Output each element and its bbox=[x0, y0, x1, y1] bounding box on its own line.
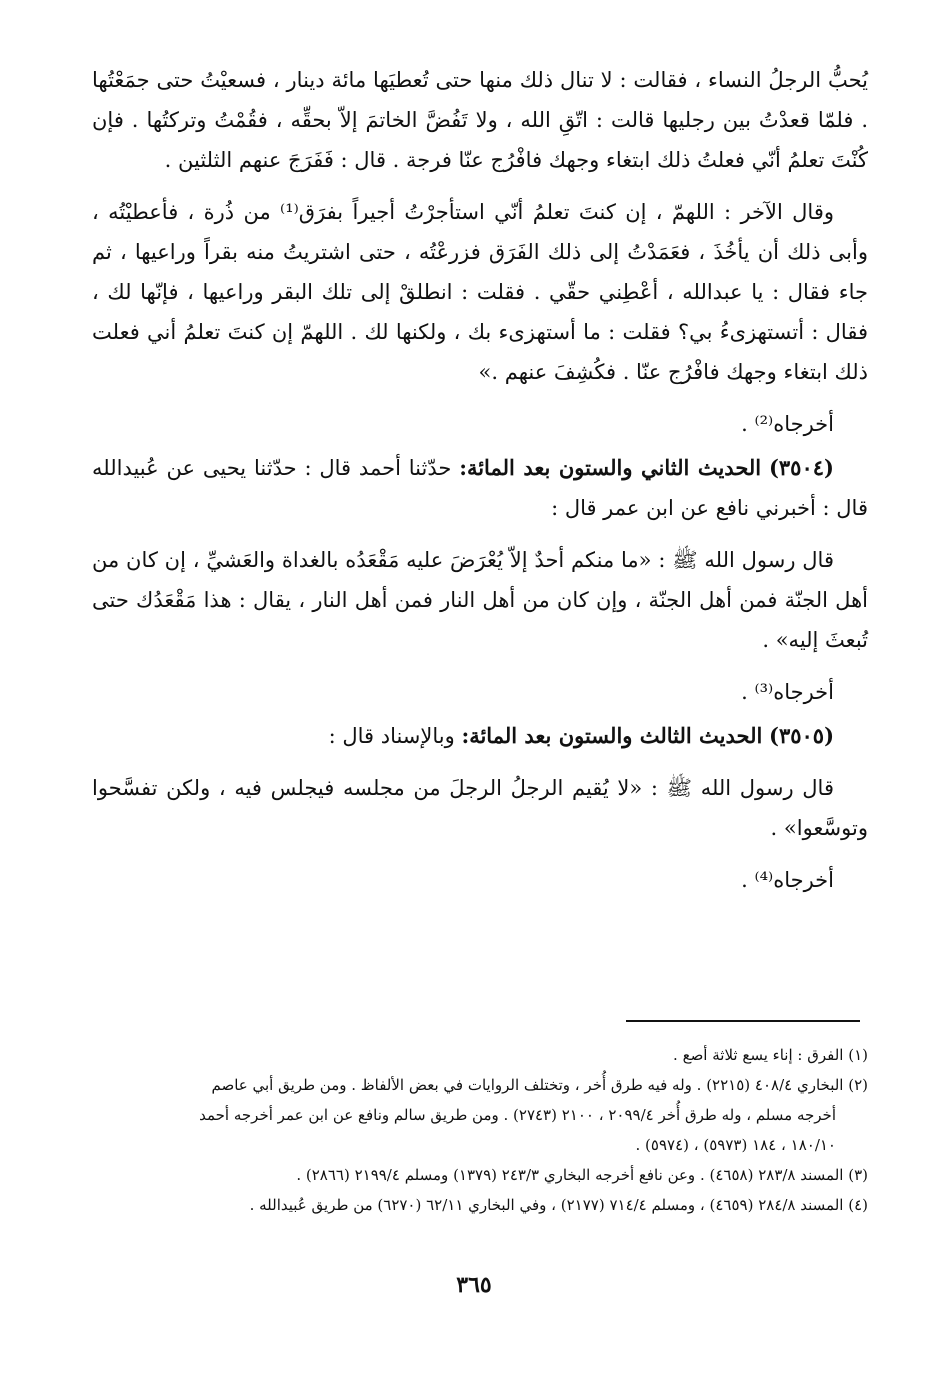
page-number: ٣٦٥ bbox=[456, 1272, 492, 1298]
takhrij-line: أخرجاه⁽³⁾ . bbox=[741, 680, 834, 704]
hadith-isnad: حدّثنا أحمد قال : حدّثنا يحيى عن عُبيدالله قال : أخبرني نافع عن ابن عمر قال : bbox=[92, 456, 868, 520]
paragraph-continuation: يُحبُّ الرجلُ النساء ، فقالت : لا تنال ذلك منها حتى تُعطيَها مائة دينار ، فسعيْتُ حتى جمَعْتُها . فلمّا قعدْتُ بين رجليها قالت : اتّقِ الله ، ولا تَفُضَّ الخاتمَ إلاّ بحقِّه ، فقُمْتُ وتركتُها . فإن كُنْتَ تعلمُ أنّي فعلتُ ذلك ابتغاء وجهك فافْرُج عنّا فرجة . قال : فَفَرَجَ عنهم الثلثين . bbox=[92, 68, 868, 172]
footnote-2-continuation: ١٨٠/١٠ ، ١٨٤ (٥٩٧٣) ، (٥٩٧٤) . bbox=[635, 1136, 836, 1154]
footnote-separator bbox=[626, 1020, 860, 1022]
footnotes bbox=[92, 1040, 868, 1220]
paragraph-other-man: وقال الآخر : اللهمّ ، إن كنتَ تعلمُ أنّي استأجرْتُ أجيراً بفرَق⁽¹⁾ من ذُرة ، فأعطيْتُه ، وأبى ذلك أن يأخُذَ ، فعَمَدْتُ إلى ذلك الفَرَق فزرعْتُه ، حتى اشتريتُ منه بقراً وراعيها ، ثم جاء فقال : يا عبدالله ، أعْطِني حقّي . فقلت : انطلقْ إلى تلك البقر وراعيها ، فإنّها لك ، فقال : أتستهزىءُ بي؟ فقلت : ما أستهزىء بك ، ولكنها لك . اللهمّ إن كنتَ تعلمُ أني فعلت ذلك ابتغاء وجهك فافْرُج عنّا . فكُشِفَ عنهم .» bbox=[92, 200, 868, 384]
hadith-3504-heading bbox=[92, 448, 868, 528]
footnote-2-continuation: أخرجه مسلم ، وله طرق أُخر ٢٠٩٩/٤ ، ٢١٠٠ (٢٧٤٣) . ومن طريق سالم ونافع عن ابن عمر أخرجه أحمد bbox=[199, 1106, 836, 1124]
main-text bbox=[92, 60, 868, 904]
hadith-number: (٣٥٠٥) bbox=[769, 723, 834, 748]
hadith-3505-heading bbox=[92, 716, 868, 756]
hadith-isnad: وبالإسناد قال : bbox=[328, 724, 455, 748]
takhrij-line: أخرجاه⁽²⁾ . bbox=[741, 412, 834, 436]
hadith-3504-text: قال رسول الله ﷺ : «ما منكم أحدٌ إلاّ يُعْرَضَ عليه مَقْعَدُه بالغداة والعَشيِّ ، إن كان من أهل الجنّة فمن أهل الجنّة ، وإن كان من أهل النار فمن أهل النار ، يقال : هذا مَقْعَدُك حتى تُبعثَ إليه» . bbox=[92, 548, 868, 652]
hadith-3505-text: قال رسول الله ﷺ : «لا يُقيم الرجلُ الرجلَ من مجلسه فيجلس فيه ، ولكن تفسَّحوا وتوسَّعوا» . bbox=[92, 776, 868, 840]
footnote-2: (٢) البخاري ٤٠٨/٤ (٢٢١٥) . وله فيه طرق أُخر ، وتختلف الروايات في بعض الألفاظ . ومن طريق أبي عاصم bbox=[211, 1076, 868, 1094]
hadith-title: الحديث الثاني والستون بعد المائة: bbox=[459, 455, 762, 480]
hadith-number: (٣٥٠٤) bbox=[768, 455, 834, 480]
footnote-4: (٤) المسند ٢٨٤/٨ (٤٦٥٩) ، ومسلم ٧١٤/٤ (٢١٧٧) ، وفي البخاري ٦٢/١١ (٦٢٧٠) من طريق عُبيدالله . bbox=[249, 1196, 868, 1214]
hadith-title: الحديث الثالث والستون بعد المائة: bbox=[461, 723, 763, 748]
footnote-3: (٣) المسند ٢٨٣/٨ (٤٦٥٨) . وعن نافع أخرجه البخاري ٢٤٣/٣ (١٣٧٩) ومسلم ٢١٩٩/٤ (٢٨٦٦) . bbox=[296, 1166, 868, 1184]
takhrij-line: أخرجاه⁽⁴⁾ . bbox=[741, 868, 834, 892]
footnote-1: (١) الفرق : إناء يسع ثلاثة أصع . bbox=[673, 1046, 868, 1064]
